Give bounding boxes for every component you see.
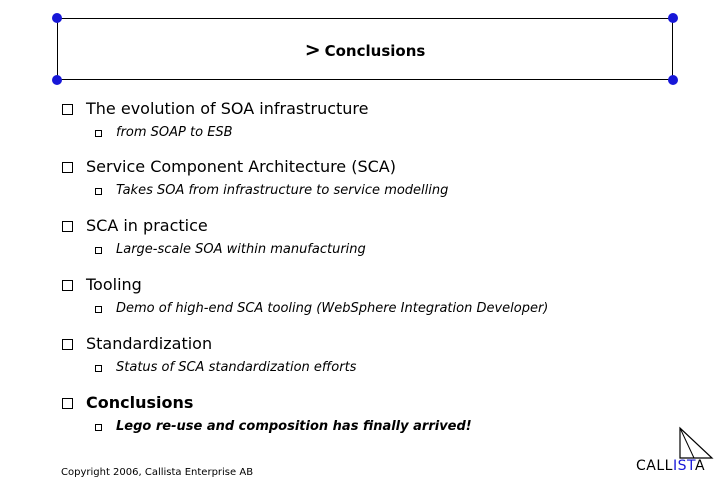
item-label: Standardization xyxy=(86,334,213,353)
item-label: Service Component Architecture (SCA) xyxy=(86,157,396,176)
list-item xyxy=(62,274,548,318)
item-label: SCA in practice xyxy=(86,216,208,235)
checkbox-bullet-icon xyxy=(62,221,73,232)
square-bullet-icon xyxy=(95,247,102,254)
list-item xyxy=(62,333,356,377)
logo-label: CALLISTA xyxy=(636,458,706,474)
item-label: Tooling xyxy=(86,275,142,294)
item-label: Conclusions xyxy=(86,393,194,412)
square-bullet-icon xyxy=(95,424,102,431)
square-bullet-icon xyxy=(95,188,102,195)
square-bullet-icon xyxy=(95,306,102,313)
corner-dot-top-right xyxy=(668,13,678,23)
checkbox-bullet-icon xyxy=(62,339,73,350)
item-subtext: from SOAP to ESB xyxy=(116,125,233,140)
item-subtext: Demo of high-end SCA tooling (WebSphere Integration Developer) xyxy=(116,301,549,316)
list-item-current xyxy=(62,392,472,436)
corner-dot-bottom-left xyxy=(52,75,62,85)
item-subtext: Lego re-use and composition has finally arrived! xyxy=(116,419,472,434)
list-item xyxy=(62,156,448,200)
corner-dot-top-left xyxy=(52,13,62,23)
item-subtext: Status of SCA standardization efforts xyxy=(116,360,357,375)
item-subtext: Large-scale SOA within manufacturing xyxy=(116,242,366,257)
item-subtext: Takes SOA from infrastructure to service modelling xyxy=(116,183,449,198)
title-chevron: > xyxy=(304,39,321,61)
corner-dot-bottom-right xyxy=(668,75,678,85)
checkbox-bullet-icon xyxy=(62,162,73,173)
list-item xyxy=(62,98,368,142)
checkbox-bullet-icon xyxy=(62,280,73,291)
square-bullet-icon xyxy=(95,365,102,372)
callista-logo-text xyxy=(636,458,705,474)
title-label: Conclusions xyxy=(324,42,426,60)
copyright-text: Copyright 2006, Callista Enterprise AB xyxy=(61,467,254,478)
list-item xyxy=(62,215,366,259)
square-bullet-icon xyxy=(95,130,102,137)
slide-title xyxy=(57,38,673,63)
checkbox-bullet-icon xyxy=(62,104,73,115)
item-label: The evolution of SOA infrastructure xyxy=(86,99,369,118)
checkbox-bullet-icon xyxy=(62,398,73,409)
